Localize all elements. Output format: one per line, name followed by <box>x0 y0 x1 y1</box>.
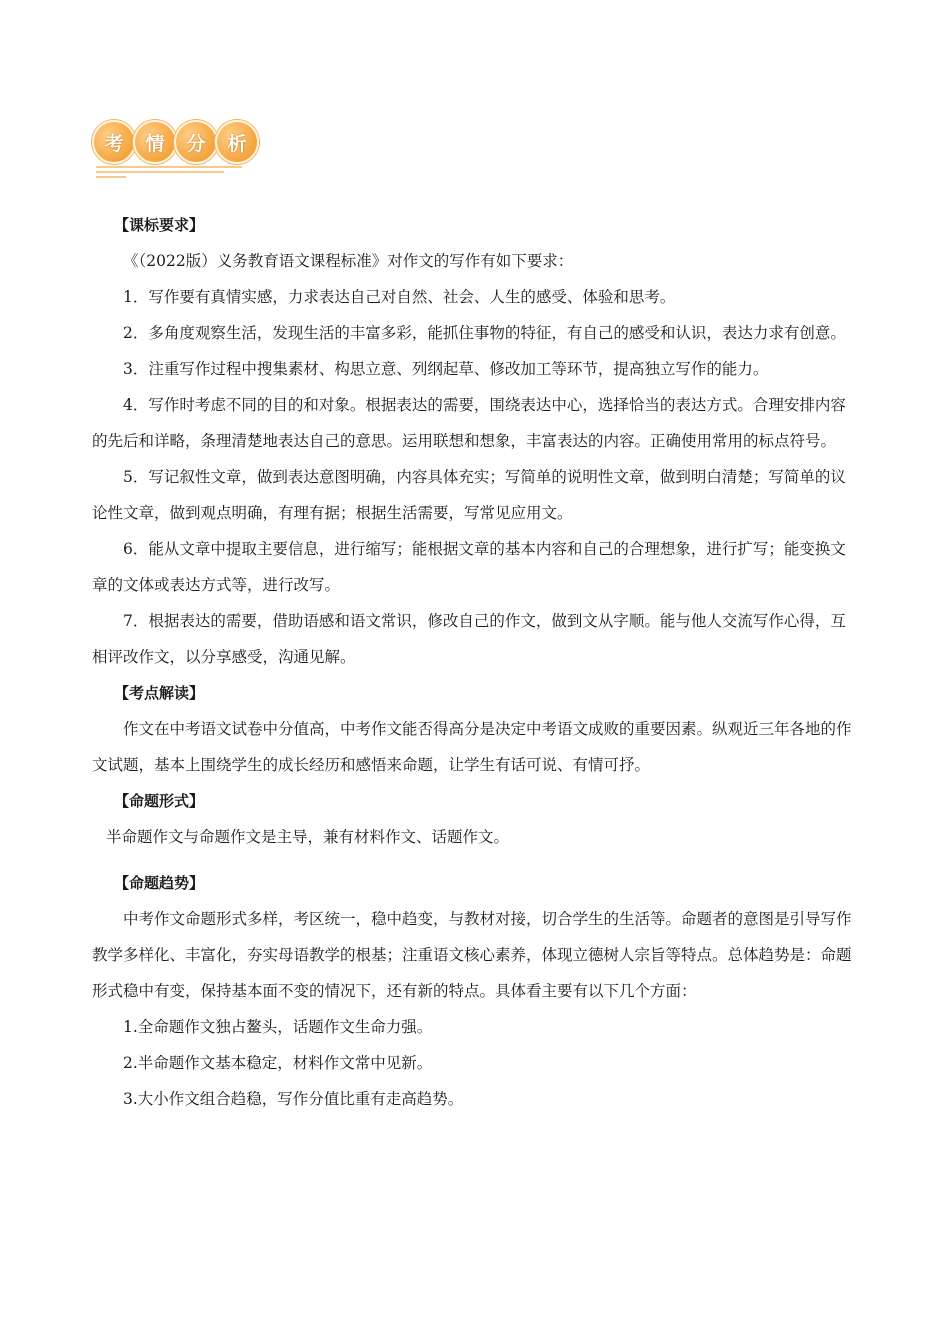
xingshi-text: 半命题作文与命题作文是主导，兼有材料作文、话题作文。 <box>106 828 510 846</box>
badge-char: 分 <box>174 120 218 164</box>
qushi-text: 中考作文命题形式多样，考区统一，稳中趋变，与教材对接，切合学生的生活等。命题者的意图是引导写作教学多样化、丰富化，夯实母语教学的根基；注重语文核心素养，体现立德树人宗旨等特点。总体趋势是：命题形式稳中有变，保持基本面不变的情况下，还有新的特点。具体看主要有以下几个方面： <box>92 910 852 1000</box>
section-heading-kaodian: 【考点解读】 <box>114 684 205 702</box>
section-heading-qushi: 【命题趋势】 <box>114 874 205 892</box>
section-badge <box>92 120 248 176</box>
badge-char: 析 <box>215 120 259 164</box>
kebiao-item: 2．多角度观察生活，发现生活的丰富多彩，能抓住事物的特征，有自己的感受和认识，表达力求有创意。 <box>123 324 846 342</box>
badge-underline <box>96 166 242 181</box>
kebiao-item: 1．写作要有真情实感，力求表达自己对自然、社会、人生的感受、体验和思考。 <box>123 288 676 306</box>
kebiao-item: 5．写记叙性文章，做到表达意图明确，内容具体充实；写简单的说明性文章，做到明白清楚；写简单的议论性文章，做到观点明确，有理有据；根据生活需要，写常见应用文。 <box>92 468 846 522</box>
section-heading-xingshi: 【命题形式】 <box>114 792 205 810</box>
qushi-item: 3.大小作文组合趋稳，写作分值比重有走高趋势。 <box>123 1090 464 1108</box>
kebiao-intro: 《（2022版）义务教育语文课程标准》对作文的写作有如下要求： <box>123 252 574 270</box>
kebiao-item: 4．写作时考虑不同的目的和对象。根据表达的需要，围绕表达中心，选择恰当的表达方式。合理安排内容的先后和详略，条理清楚地表达自己的意思。运用联想和想象，丰富表达的内容。正确使用常用的标点符号。 <box>92 396 846 450</box>
qushi-item: 2.半命题作文基本稳定，材料作文常中见新。 <box>123 1054 433 1072</box>
qushi-item: 1.全命题作文独占鳌头，话题作文生命力强。 <box>123 1018 433 1036</box>
kebiao-item: 3．注重写作过程中搜集素材、构思立意、列纲起草、修改加工等环节，提高独立写作的能力。 <box>123 360 769 378</box>
kaodian-text: 作文在中考语文试卷中分值高，中考作文能否得高分是决定中考语文成败的重要因素。纵观近三年各地的作文试题，基本上围绕学生的成长经历和感悟来命题，让学生有话可说、有情可抒。 <box>92 720 852 774</box>
kebiao-item: 7．根据表达的需要，借助语感和语文常识，修改自己的作文，做到文从字顺。能与他人交流写作心得，互相评改作文，以分享感受，沟通见解。 <box>92 612 846 666</box>
kebiao-item: 6．能从文章中提取主要信息，进行缩写；能根据文章的基本内容和自己的合理想象，进行扩写；能变换文章的文体或表达方式等，进行改写。 <box>92 540 846 594</box>
section-heading-kebiao: 【课标要求】 <box>114 216 205 234</box>
badge-char: 情 <box>133 120 177 164</box>
document-body <box>92 207 858 1117</box>
badge-char: 考 <box>92 120 136 164</box>
